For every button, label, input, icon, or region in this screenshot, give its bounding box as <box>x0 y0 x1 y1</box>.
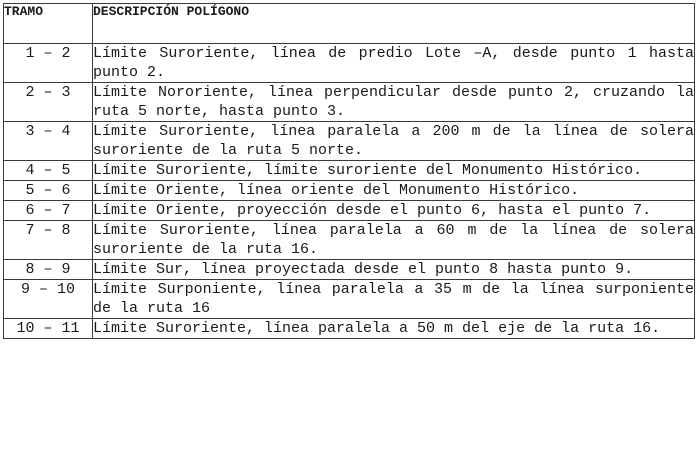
table-row <box>4 44 695 83</box>
description-cell: Límite Surponiente, línea paralela a 35 m de la línea surponiente de la ruta 16 <box>93 281 694 317</box>
description-cell: Límite Suroriente, límite suroriente del Monumento Histórico. <box>93 161 695 181</box>
tramo-cell: 2 – 3 <box>4 83 93 122</box>
table-row <box>4 260 695 280</box>
tramo-cell: 1 – 2 <box>4 44 93 83</box>
column-header-tramo: TRAMO <box>4 4 93 44</box>
column-header-descripcion: DESCRIPCIÓN POLÍGONO <box>93 4 695 44</box>
table-row <box>4 201 695 221</box>
description-cell: Límite Oriente, proyección desde el punto 6, hasta el punto 7. <box>93 201 695 221</box>
tramo-cell: 9 – 10 <box>4 280 93 319</box>
tramo-cell: 4 – 5 <box>4 161 93 181</box>
table-row <box>4 319 695 339</box>
table-row <box>4 221 695 260</box>
table-row <box>4 280 695 319</box>
table-row <box>4 83 695 122</box>
tramo-cell: 7 – 8 <box>4 221 93 260</box>
description-cell: Límite Suroriente, línea paralela a 50 m del eje de la ruta 16. <box>93 319 695 339</box>
table-row <box>4 161 695 181</box>
tramo-cell: 5 – 6 <box>4 181 93 201</box>
polygon-table <box>3 3 695 339</box>
table-row <box>4 181 695 201</box>
description-cell: Límite Nororiente, línea perpendicular desde punto 2, cruzando la ruta 5 norte, hasta punto 3. <box>93 84 694 120</box>
tramo-cell: 10 – 11 <box>4 319 93 339</box>
description-cell: Límite Sur, línea proyectada desde el punto 8 hasta punto 9. <box>93 260 695 280</box>
description-cell: Límite Suroriente, línea paralela a 200 m de la línea de solera suroriente de la ruta 5 norte. <box>93 123 694 159</box>
tramo-cell: 6 – 7 <box>4 201 93 221</box>
table-row <box>4 122 695 161</box>
tramo-cell: 3 – 4 <box>4 122 93 161</box>
table-header-row <box>4 4 695 44</box>
description-cell: Límite Oriente, línea oriente del Monumento Histórico. <box>93 181 695 201</box>
description-cell: Límite Suroriente, línea de predio Lote –A, desde punto 1 hasta punto 2. <box>93 45 694 81</box>
tramo-cell: 8 – 9 <box>4 260 93 280</box>
description-cell: Límite Suroriente, línea paralela a 60 m de la línea de solera suroriente de la ruta 16. <box>93 222 694 258</box>
